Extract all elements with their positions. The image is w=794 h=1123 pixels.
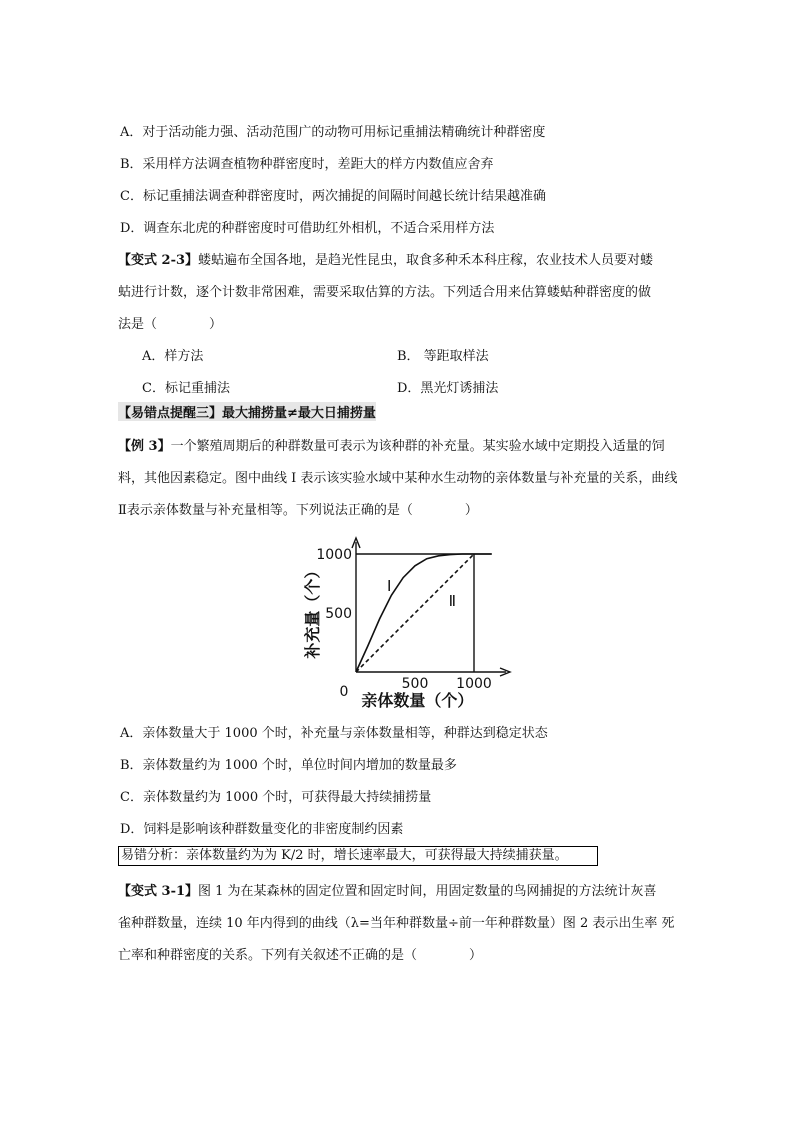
y-axis-title: 补充量（个） [303, 562, 322, 659]
variant-3-1-stem-line2: 雀种群数量，连续 10 年内得到的曲线（λ=当年种群数量÷前一年种群数量）图 2 表示出生率 死 [118, 916, 675, 931]
series-I-line [356, 554, 492, 672]
q2-option-a: A．对于活动能力强、活动范围广的动物可用标记重捕法精确统计种群密度 [120, 125, 546, 140]
series-II-label: Ⅱ [448, 591, 456, 610]
y-tick-label: 500 [325, 606, 352, 622]
q2-option-d: D．调查东北虎的种群密度时可借助红外相机，不适合采用样方法 [120, 221, 495, 236]
y-tick-label: 1000 [316, 547, 352, 563]
example-3-option-d: D．饲料是影响该种群数量变化的非密度制约因素 [120, 822, 404, 837]
series-II-line [356, 554, 474, 672]
reminder-3-heading: 【易错点提醒三】最大捕捞量≠最大日捕捞量 [118, 402, 376, 421]
x-tick-label: 1000 [456, 676, 492, 692]
example-3-stem-line2: 料，其他因素稳定。图中曲线 I 表示该实验水域中某种水生动物的亲体数量与补充量的关系，曲线 [118, 471, 678, 486]
q2-option-c: C．标记重捕法调查种群密度时，两次捕捉的间隔时间越长统计结果越准确 [120, 189, 546, 204]
example-3-tag: 【例 3】 [118, 439, 171, 454]
variant-3-1-tag: 【变式 3-1】 [118, 884, 199, 899]
variant-2-3-stem-line1: 【变式 2-3】蝼蛄遍布全国各地，是趋光性昆虫，取食多种禾本科庄稼，农业技术人员要对蝼 [118, 253, 654, 268]
variant-3-1-stem-line3: 亡率和种群密度的关系。下列有关叙述不正确的是（ ） [118, 948, 483, 963]
variant-2-3-option-d: D．黑光灯诱捕法 [397, 381, 499, 396]
variant-2-3-option-c: C．标记重捕法 [142, 381, 230, 396]
example-3-stem-line3: Ⅱ表示亲体数量与补充量相等。下列说法正确的是（ ） [118, 503, 478, 518]
variant-2-3-option-a: A．样方法 [142, 349, 204, 364]
variant-3-1-stem-line1: 【变式 3-1】图 1 为在某森林的固定位置和固定时间，用固定数量的鸟网捕捉的方法统计灰喜 [118, 884, 657, 899]
recruitment-chart [296, 528, 516, 714]
example-3-option-c: C．亲体数量约为 1000 个时，可获得最大持续捕捞量 [120, 790, 432, 805]
x-tick-label: 0 [339, 684, 349, 700]
variant-2-3-tag: 【变式 2-3】 [118, 253, 199, 268]
variant-2-3-stem-line3: 法是（ ） [118, 317, 223, 332]
series-I-label: I [386, 577, 392, 596]
example-3-stem-line1: 【例 3】一个繁殖周期后的种群数量可表示为该种群的补充量。某实验水域中定期投入适量的饲 [118, 439, 665, 454]
error-analysis-box: 易错分析：亲体数量约为为 K/2 时，增长速率最大，可获得最大持续捕获量。 [118, 846, 598, 866]
x-axis-title: 亲体数量（个） [361, 691, 474, 710]
x-tick-label: 500 [401, 676, 429, 692]
example-3-option-a: A．亲体数量大于 1000 个时，补充量与亲体数量相等，种群达到稳定状态 [120, 726, 548, 741]
variant-2-3-option-b: B． 等距取样法 [397, 349, 489, 364]
q2-option-b: B．采用样方法调查植物种群密度时，差距大的样方内数值应舍弃 [120, 157, 494, 172]
variant-2-3-stem-line2: 蛄进行计数，逐个计数非常困难，需要采取估算的方法。下列适合用来估算蝼蛄种群密度的做 [118, 285, 652, 300]
example-3-option-b: B．亲体数量约为 1000 个时，单位时间内增加的数量最多 [120, 758, 457, 773]
